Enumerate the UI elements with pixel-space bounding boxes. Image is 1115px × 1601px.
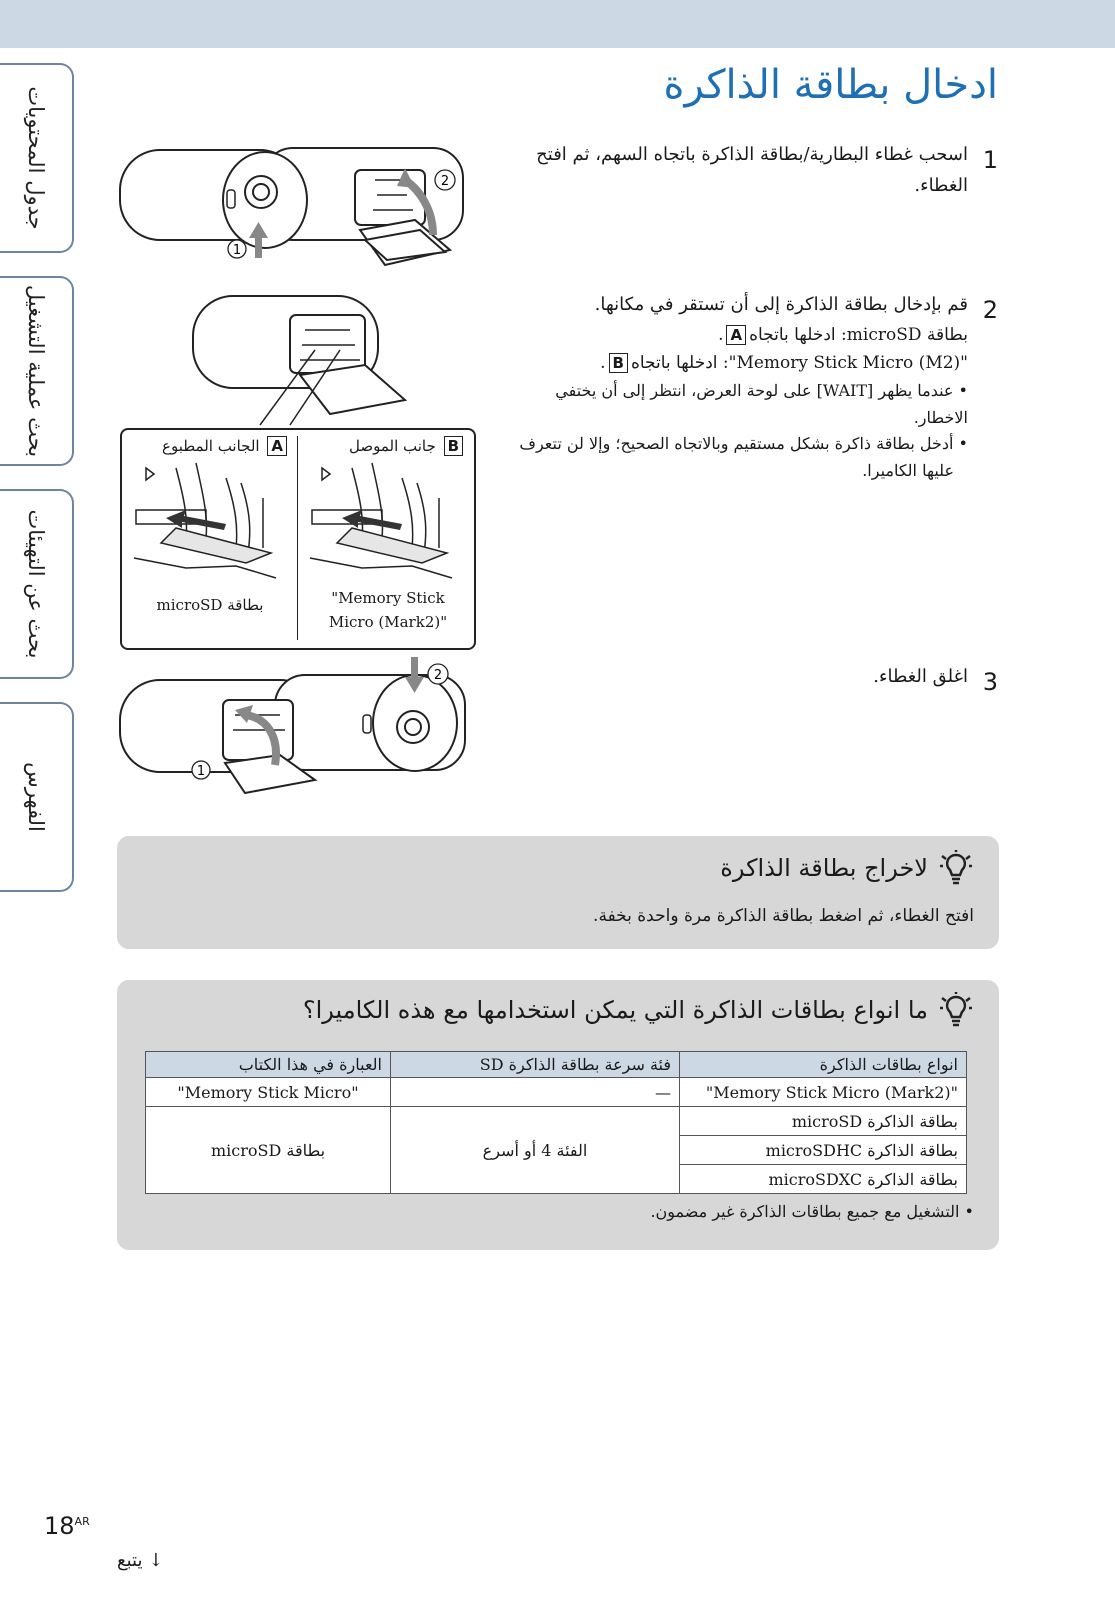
table-header: انواع بطاقات الذاكرة — [680, 1052, 967, 1078]
down-arrow-icon: ↓ — [148, 1550, 164, 1571]
step-text: الغطاء. — [914, 174, 968, 196]
sidebar-tab-settings-search[interactable] — [0, 489, 74, 679]
hint-panel-eject — [117, 836, 999, 949]
hint-heading-text: ما انواع بطاقات الذاكرة التي يمكن استخدامها مع هذه الكاميرا؟ — [302, 996, 928, 1024]
table-cell: بطاقة microSD — [146, 1107, 391, 1194]
page-number-value: 18 — [44, 1512, 75, 1540]
bullet-text: أدخل بطاقة ذاكرة بشكل مستقيم وبالاتجاه الصحيح؛ وإلا لن تتعرف — [519, 434, 954, 454]
sidebar-tab-label: بحث عملية التشغيل — [24, 284, 48, 458]
hint-note: • التشغيل مع جميع بطاقات الذاكرة غير مضمون. — [650, 1202, 974, 1221]
step-2 — [508, 290, 998, 484]
side-b-label — [306, 436, 466, 456]
sidebar-tab-operation-search[interactable] — [0, 276, 74, 466]
hint-text: افتح الغطاء، ثم اضغط بطاقة الذاكرة مرة واحدة بخفة. — [593, 906, 974, 926]
circle-label: 2 — [433, 668, 443, 683]
step-text: اغلق الغطاء. — [873, 666, 968, 687]
table-cell: بطاقة الذاكرة microSDHC — [680, 1136, 967, 1165]
table-cell: "Memory Stick Micro (Mark2)" — [680, 1078, 967, 1107]
continue-link[interactable] — [117, 1550, 163, 1571]
lightbulb-icon — [938, 850, 974, 886]
compatibility-table — [145, 1051, 967, 1194]
sidebar-tab-contents[interactable] — [0, 63, 74, 253]
table-row — [146, 1107, 967, 1136]
side-a-label — [130, 436, 290, 456]
table-row — [146, 1078, 967, 1107]
page-title: ادخال بطاقة الذاكرة — [663, 62, 998, 108]
step-number: 1 — [982, 146, 998, 174]
bullet-insert: • أدخل بطاقة ذاكرة بشكل مستقيم وبالاتجاه الصحيح؛ وإلا لن تتعرف — [519, 434, 968, 454]
insert-detail-box — [120, 428, 476, 650]
page-number — [44, 1512, 90, 1540]
lightbulb-icon — [938, 992, 974, 1028]
letter-b-box: B — [609, 353, 628, 373]
microsd-instruction: بطاقة microSD: ادخلها باتجاهA. — [718, 324, 968, 345]
hint-heading — [720, 850, 974, 886]
letter-a-box: A — [726, 325, 746, 345]
table-header: العبارة في هذا الكتاب — [146, 1052, 391, 1078]
circle-label: 2 — [440, 174, 450, 189]
bullet-wait: • عندما يظهر [WAIT] على لوحة العرض، انتظر إلى أن يختفي الاخطار. — [555, 381, 968, 427]
bullet-continuation: عليها الكاميرا. — [862, 460, 954, 480]
hint-panel-card-types — [117, 980, 999, 1250]
continue-label: يتبع — [117, 1550, 143, 1571]
memory-stick-instruction: "Memory Stick Micro (M2)": ادخلها باتجاهB. — [600, 353, 968, 374]
hint-heading — [303, 992, 974, 1028]
hint-heading-text: لاخراج بطاقة الذاكرة — [720, 854, 928, 882]
sidebar-tab-index[interactable] — [0, 702, 74, 892]
sidebar-tab-label: جدول المحتويات — [24, 86, 48, 230]
page-number-suffix: AR — [74, 1515, 90, 1528]
side-a-text: الجانب المطبوع — [162, 437, 260, 455]
caption-memory-stick — [306, 586, 470, 634]
letter-b-box: B — [444, 436, 463, 456]
table-cell: — — [391, 1078, 680, 1107]
card-insert-drawing — [126, 458, 470, 588]
step-3 — [508, 662, 998, 696]
table-cell: بطاقة الذاكرة microSD — [680, 1107, 967, 1136]
camera-slot-illustration — [120, 290, 470, 430]
table-cell: الفئة 4 أو أسرع — [391, 1107, 680, 1194]
table-header: فئة سرعة بطاقة الذاكرة SD — [391, 1052, 680, 1078]
step-text: قم بإدخال بطاقة الذاكرة إلى أن تستقر في مكانها. — [594, 294, 968, 315]
table-cell: بطاقة الذاكرة microSDXC — [680, 1165, 967, 1194]
caption-line: "Memory Stick — [331, 589, 445, 607]
bullet-text: عندما يظهر [WAIT] على لوحة العرض، انتظر إلى أن يختفي الاخطار. — [555, 381, 968, 427]
table-header-row — [146, 1052, 967, 1078]
circle-label: 1 — [196, 764, 206, 779]
caption-line: Micro (Mark2)" — [328, 613, 448, 631]
step-number: 3 — [982, 668, 998, 696]
side-b-text: جانب الموصل — [349, 437, 436, 455]
table-cell: "Memory Stick Micro" — [146, 1078, 391, 1107]
sidebar-tab-label: بحث عن التهيئات — [24, 509, 48, 659]
letter-a-box: A — [267, 436, 287, 456]
caption-microsd: بطاقة microSD — [156, 596, 264, 614]
sidebar-tab-label: الفهرس — [24, 762, 48, 832]
close-cover-illustration — [115, 655, 475, 805]
memory-stick-instruction-text: "Memory Stick Micro (M2)": ادخلها باتجاه — [630, 353, 968, 374]
circle-label: 1 — [232, 243, 242, 258]
step-number: 2 — [982, 296, 998, 324]
step-text: اسحب غطاء البطارية/بطاقة الذاكرة باتجاه السهم، ثم افتح — [536, 144, 968, 165]
microsd-instruction-text: بطاقة microSD: ادخلها باتجاه — [749, 324, 968, 345]
step-1 — [508, 140, 998, 201]
open-cover-illustration — [115, 140, 475, 275]
hint-note-text: التشغيل مع جميع بطاقات الذاكرة غير مضمون. — [650, 1202, 960, 1221]
top-bar — [0, 0, 1115, 48]
